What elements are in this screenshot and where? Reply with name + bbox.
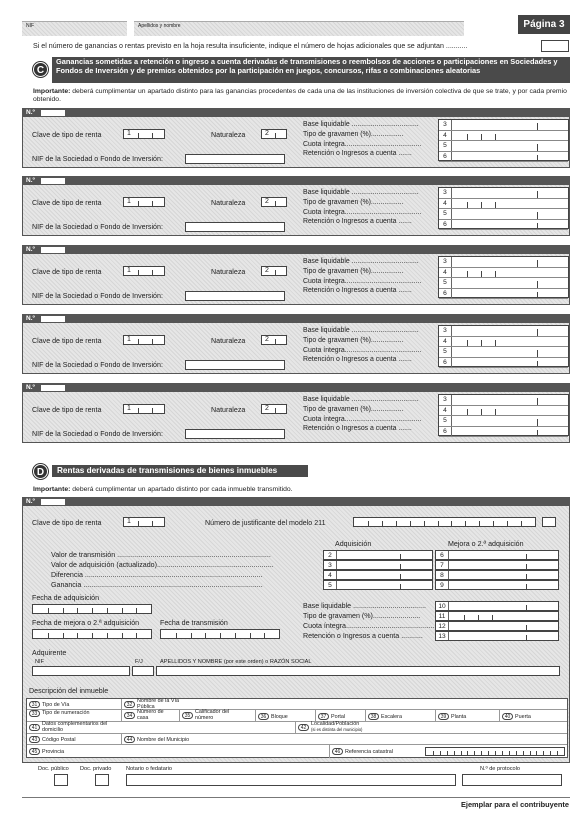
field-43[interactable]: 43 Código Postal [29, 736, 76, 744]
line-number: 6 [439, 427, 452, 437]
block-number-bar [23, 246, 569, 254]
line-number: 2 [324, 551, 337, 559]
fecha-adquisicion-input[interactable] [32, 604, 152, 614]
line-number: 11 [436, 612, 449, 620]
clave-label: Clave de tipo de renta [32, 337, 102, 345]
field-45[interactable]: 45 Provincia [29, 748, 64, 756]
catastral-input[interactable] [425, 747, 565, 756]
clave-code: 1 [127, 198, 131, 205]
naturaleza-input[interactable] [261, 335, 287, 345]
field-39[interactable]: 39 Planta [438, 713, 466, 721]
naturaleza-label: Naturaleza [211, 199, 246, 207]
field-41[interactable]: 41Datos complementarios del domicilio [29, 722, 116, 734]
mejora-label: Mejora o 2.ª adquisición [448, 540, 524, 548]
important-text: deberá cumplimentar un apartado distinto para las ganancias procedentes de cada una de las instituciones de inversión colectiva de que se trate, y por cada premio obtenido. [33, 88, 567, 103]
clave-input[interactable] [123, 335, 165, 345]
block-number-input[interactable] [41, 316, 65, 322]
block-number-input[interactable] [41, 110, 65, 116]
retencion-label: Retención o Ingresos a cuenta ........... [303, 632, 423, 640]
value-row-label: Valor de transmisión .............................................................................. [51, 551, 271, 559]
line-number: 4 [324, 571, 337, 579]
nif-fondo-label: NIF de la Sociedad o Fondo de Inversión: [32, 361, 163, 369]
naturaleza-label: Naturaleza [211, 268, 246, 276]
result-value-input[interactable] [439, 220, 568, 231]
aux-sheets-text: Si el número de ganancias o rentas previsto en la hoja resulta insuficiente, indique el número de hojas adicionales que se adjuntan ........... [33, 42, 468, 50]
line-number: 3 [439, 395, 452, 405]
tax-line-label: Tipo de gravamen (%)........................ [303, 612, 421, 620]
fecha-mejora-input[interactable] [32, 629, 152, 639]
line-number: 5 [439, 209, 452, 219]
result-value-input[interactable] [439, 268, 568, 279]
mejora-value-input[interactable] [435, 580, 559, 590]
protocolo-label: N.º de protocolo [480, 766, 520, 772]
section-c-title: Ganancias sometidas a retención o ingreso a cuenta derivadas de transmisiones o reembolsos de acciones o participaciones en Sociedades y Fondos de Inversión y de premios obtenidos por la participación en juegos, concursos, rifas o combinaciones aleatorias [52, 57, 570, 83]
result-value-input[interactable] [439, 406, 568, 417]
clave-input[interactable] [123, 197, 165, 207]
clave-label: Clave de tipo de renta [32, 406, 102, 414]
doc-publico-checkbox[interactable] [54, 774, 68, 786]
result-value-input[interactable] [439, 347, 568, 358]
mejora-value-input[interactable] [435, 570, 559, 580]
adquisicion-value-input[interactable] [323, 570, 433, 580]
line-number: 12 [436, 622, 449, 630]
clave-label: Clave de tipo de renta [32, 199, 102, 207]
adq-name-input[interactable] [156, 666, 560, 676]
result-values [438, 119, 569, 161]
field-44[interactable]: 44 Nombre del Municipio [124, 736, 189, 744]
adquisicion-label: Adquisición [335, 540, 372, 548]
result-value-input[interactable] [439, 120, 568, 131]
field-42[interactable]: 42Localidad/Población (si es distinta del municipio) [298, 722, 362, 733]
doc-privado-checkbox[interactable] [95, 774, 109, 786]
section-d-title: Rentas derivadas de transmisiones de bienes inmuebles [52, 465, 308, 477]
result-value-input[interactable] [439, 141, 568, 152]
result-value-input[interactable] [439, 257, 568, 268]
adq-nif-label: NIF [35, 659, 45, 665]
fecha-transmision-label: Fecha de transmisión [160, 619, 228, 627]
naturaleza-input[interactable] [261, 197, 287, 207]
naturaleza-code: 2 [265, 130, 269, 137]
justificante-label: Número de justificante del modelo 211 [205, 519, 326, 527]
result-value-input[interactable] [439, 326, 568, 337]
section-d-badge: D [33, 464, 48, 479]
tax-line-input[interactable] [435, 611, 559, 621]
line-number: 9 [436, 581, 449, 589]
income-block [22, 176, 570, 236]
result-label: Base liquidable ................................... [303, 121, 419, 128]
descripcion-label: Descripción del inmueble [29, 687, 109, 695]
mejora-value-input[interactable] [435, 560, 559, 570]
clave-code: 1 [127, 405, 131, 412]
doc-privado-label: Doc. privado [80, 766, 112, 772]
result-value-input[interactable] [439, 416, 568, 427]
important-label: Importante: [33, 88, 71, 95]
adquisicion-value-input[interactable] [323, 550, 433, 560]
result-value-input[interactable] [439, 289, 568, 300]
result-values [438, 256, 569, 298]
property-description [26, 698, 568, 758]
result-value-input[interactable] [439, 209, 568, 220]
result-label: Retención o Ingresos a cuenta ....... [303, 150, 412, 158]
adq-apellidos-label: APELLIDOS Y NOMBRE (por este orden) o RAZÓN SOCIAL [160, 659, 312, 665]
line-number: 3 [439, 188, 452, 198]
naturaleza-label: Naturaleza [211, 337, 246, 345]
result-value-input[interactable] [439, 188, 568, 199]
result-value-input[interactable] [439, 199, 568, 210]
block-number-input[interactable] [41, 499, 65, 505]
result-label: Base liquidable ................................... [303, 396, 419, 403]
justificante-check[interactable] [542, 517, 556, 527]
result-label: Cuota íntegra........................................ [303, 346, 422, 354]
line-number: 6 [436, 551, 449, 559]
nif-fondo-label: NIF de la Sociedad o Fondo de Inversión: [32, 292, 163, 300]
clave-input[interactable] [123, 266, 165, 276]
block-number-bar [23, 498, 569, 506]
result-values [438, 325, 569, 367]
notario-input[interactable] [126, 774, 456, 786]
section-c-badge: C [33, 62, 48, 77]
result-label: Tipo de gravamen (%)................. [303, 336, 404, 344]
block-number-bar [23, 315, 569, 323]
field-35[interactable]: 35Calificador del número [182, 710, 239, 722]
line-number: 5 [439, 347, 452, 357]
tax-line-input[interactable] [435, 631, 559, 641]
page-number: Página 3 [518, 15, 570, 34]
section-d-important [33, 486, 293, 493]
notario-label: Notario o fedatario [126, 766, 173, 772]
result-label: Retención o Ingresos a cuenta ....... [303, 356, 412, 364]
nif-fondo-input[interactable] [185, 429, 285, 439]
line-number: 4 [439, 131, 452, 141]
line-number: 4 [439, 268, 452, 278]
line-number: 13 [436, 632, 449, 640]
line-number: 10 [436, 602, 449, 610]
fecha-mejora-label: Fecha de mejora o 2.ª adquisición [32, 619, 140, 627]
justificante-input[interactable] [353, 517, 536, 527]
result-label: Base liquidable ................................... [303, 189, 419, 196]
nif-fondo-input[interactable] [185, 360, 285, 370]
value-row-label: Ganancia ........................................................................................... [51, 581, 263, 589]
mejora-value-input[interactable] [435, 550, 559, 560]
result-label: Tipo de gravamen (%)................. [303, 267, 404, 275]
naturaleza-code: 2 [265, 405, 269, 412]
result-label: Retención o Ingresos a cuenta ....... [303, 218, 412, 226]
line-number: 4 [439, 199, 452, 209]
result-value-input[interactable] [439, 427, 568, 438]
block-number-input[interactable] [41, 178, 65, 184]
line-number: 6 [439, 152, 452, 162]
nif-fondo-input[interactable] [185, 222, 285, 232]
block-number-input[interactable] [41, 247, 65, 253]
line-number: 4 [439, 406, 452, 416]
fecha-transmision-input[interactable] [160, 629, 280, 639]
naturaleza-code: 2 [265, 267, 269, 274]
adq-nif-input[interactable] [32, 666, 130, 676]
field-33[interactable]: 33 Tipo de numeración [29, 710, 90, 718]
naturaleza-label: Naturaleza [211, 131, 246, 139]
clave-code: 1 [127, 267, 131, 274]
naturaleza-code: 2 [265, 198, 269, 205]
clave-input[interactable] [123, 129, 165, 139]
result-label: Tipo de gravamen (%)................. [303, 130, 404, 138]
income-block [22, 383, 570, 443]
result-values [438, 394, 569, 436]
result-values [438, 187, 569, 229]
line-number: 6 [439, 358, 452, 368]
line-number: 3 [439, 326, 452, 336]
result-label: Base liquidable ................................... [303, 258, 419, 265]
line-number: 6 [439, 289, 452, 299]
names-label: Apellidos y nombre [138, 23, 181, 29]
result-labels [303, 257, 421, 296]
line-number: 5 [439, 278, 452, 288]
result-value-input[interactable] [439, 152, 568, 163]
block-number-bar [23, 109, 569, 117]
naturaleza-code: 2 [265, 336, 269, 343]
income-block [22, 314, 570, 374]
nif-label: NIF [26, 23, 35, 29]
notary-row [22, 765, 570, 795]
clave-input[interactable] [123, 517, 165, 527]
naturaleza-label: Naturaleza [211, 406, 246, 414]
field-37[interactable]: 37 Portal [318, 713, 345, 721]
result-labels [303, 120, 421, 159]
line-number: 5 [324, 581, 337, 589]
block-number-bar [23, 177, 569, 185]
clave-label: Clave de tipo de renta [32, 268, 102, 276]
line-number: 3 [439, 257, 452, 267]
value-row-label: Diferencia .......................................................................................... [51, 571, 263, 579]
naturaleza-input[interactable] [261, 129, 287, 139]
nif-fondo-label: NIF de la Sociedad o Fondo de Inversión: [32, 155, 163, 163]
adquirente-label: Adquirente [32, 649, 67, 657]
clave-label: Clave de tipo de renta [32, 131, 102, 139]
income-block [22, 245, 570, 305]
line-number: 3 [439, 120, 452, 130]
result-label: Tipo de gravamen (%)................. [303, 198, 404, 206]
line-number: 4 [439, 337, 452, 347]
block-number-label: N.º [26, 384, 35, 391]
result-label: Cuota íntegra........................................ [303, 208, 422, 216]
result-value-input[interactable] [439, 395, 568, 406]
field-46[interactable]: 46 Referencia catastral [332, 748, 393, 756]
block-number-label: N.º [26, 498, 35, 505]
block-number-label: N.º [26, 315, 35, 322]
field-34[interactable]: 34Número de casa [124, 710, 167, 722]
important-text: deberá cumplimentar un apartado distinto por cada inmueble transmitido. [70, 486, 293, 493]
adquisicion-value-input[interactable] [323, 560, 433, 570]
line-number: 3 [324, 561, 337, 569]
result-label: Cuota íntegra........................................ [303, 277, 422, 285]
result-value-input[interactable] [439, 278, 568, 289]
result-label: Cuota íntegra........................................ [303, 415, 422, 423]
block-number-label: N.º [26, 246, 35, 253]
result-value-input[interactable] [439, 337, 568, 348]
tax-line-label: Base liquidable ..................................... [303, 602, 427, 610]
fecha-adquisicion-label: Fecha de adquisición [32, 594, 100, 602]
line-number: 7 [436, 561, 449, 569]
names-field[interactable] [134, 21, 464, 36]
important-label: Importante: [33, 486, 71, 493]
line-number: 5 [439, 416, 452, 426]
clave-code: 1 [127, 518, 131, 525]
tax-line-input[interactable] [435, 621, 559, 631]
page-header [22, 12, 570, 40]
nif-fondo-input[interactable] [185, 154, 285, 164]
tax-line-input[interactable] [435, 601, 559, 611]
nif-fondo-label: NIF de la Sociedad o Fondo de Inversión: [32, 430, 163, 438]
line-number: 6 [439, 220, 452, 230]
block-number-label: N.º [26, 109, 35, 116]
naturaleza-input[interactable] [261, 404, 287, 414]
field-40[interactable]: 40 Puerta [502, 713, 531, 721]
value-row-label: Valor de adquisición (actualizado)........................................................... [51, 561, 274, 569]
clave-label: Clave de tipo de renta [32, 519, 102, 527]
nif-fondo-input[interactable] [185, 291, 285, 301]
result-value-input[interactable] [439, 358, 568, 369]
result-label: Tipo de gravamen (%)................. [303, 405, 404, 413]
naturaleza-input[interactable] [261, 266, 287, 276]
tax-line-label: Cuota íntegra............................................. [303, 622, 435, 630]
result-labels [303, 188, 421, 227]
result-label: Base liquidable ................................... [303, 327, 419, 334]
result-labels [303, 395, 421, 434]
field-32[interactable]: 32Nombre de la Vía Pública [124, 699, 181, 711]
block-number-input[interactable] [41, 385, 65, 391]
protocolo-input[interactable] [462, 774, 562, 786]
copy-label: Ejemplar para el contribuyente [460, 800, 569, 809]
line-number: 8 [436, 571, 449, 579]
block-number-bar [23, 384, 569, 392]
field-38[interactable]: 38 Escalera [368, 713, 402, 721]
result-labels [303, 326, 421, 365]
clave-input[interactable] [123, 404, 165, 414]
clave-code: 1 [127, 130, 131, 137]
block-number-label: N.º [26, 177, 35, 184]
doc-publico-label: Doc. público [38, 766, 69, 772]
line-number: 5 [439, 141, 452, 151]
section-c-important [33, 88, 567, 103]
aux-sheets-input[interactable] [541, 40, 569, 52]
nif-field[interactable] [22, 21, 127, 36]
adquisicion-value-input[interactable] [323, 580, 433, 590]
field-36[interactable]: 36 Bloque [258, 713, 288, 721]
result-label: Retención o Ingresos a cuenta ....... [303, 287, 412, 295]
result-label: Cuota íntegra........................................ [303, 140, 422, 148]
result-value-input[interactable] [439, 131, 568, 142]
adq-fj-input[interactable] [132, 666, 154, 676]
income-block [22, 108, 570, 168]
adq-fj-label: F/J [135, 659, 143, 665]
nif-fondo-label: NIF de la Sociedad o Fondo de Inversión: [32, 223, 163, 231]
field-31[interactable]: 31 Tipo de Vía [29, 701, 69, 709]
result-label: Retención o Ingresos a cuenta ....... [303, 425, 412, 433]
clave-code: 1 [127, 336, 131, 343]
property-block [22, 497, 570, 763]
